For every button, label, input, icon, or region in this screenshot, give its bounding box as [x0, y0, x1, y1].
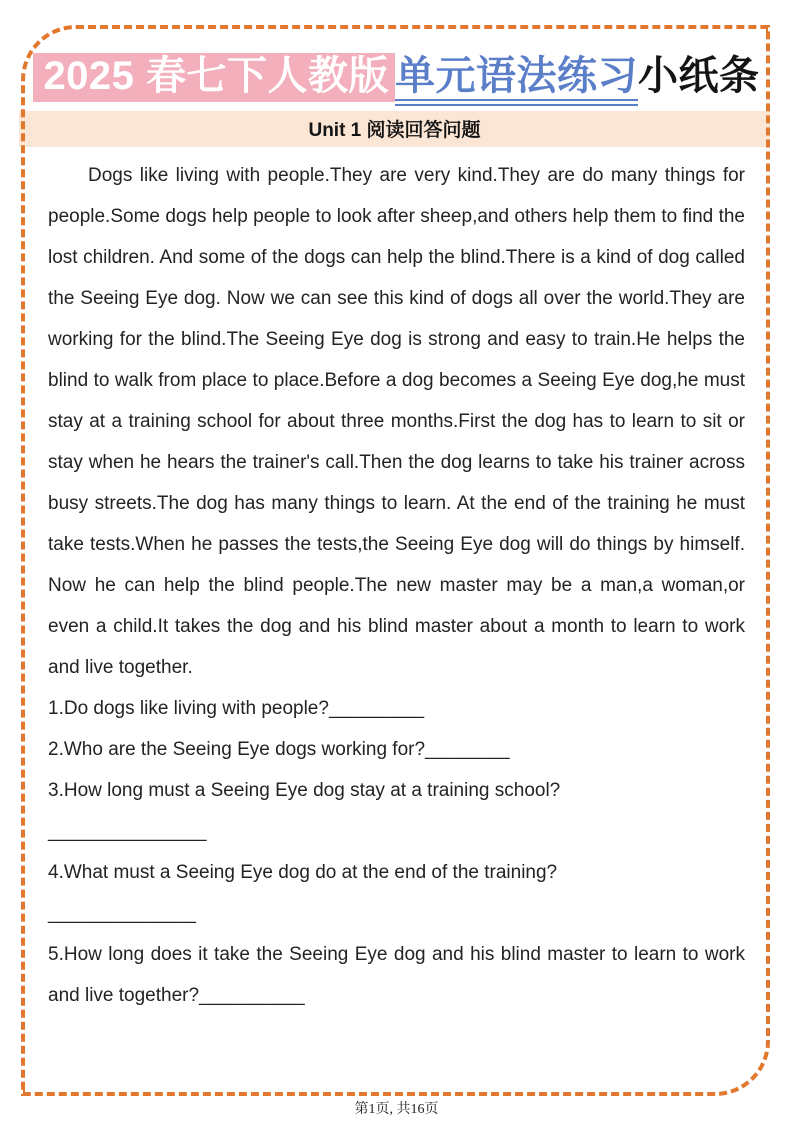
question-3: 3.How long must a Seeing Eye dog stay at a training school? [48, 780, 561, 801]
answer-blank-line-q4: ______________ [48, 903, 196, 924]
reading-passage: Dogs like living with people.They are very kind.They are do many things for people.Some dogs help people to look after sheep,and others help them to find the lost children. And some of the dogs can help the blind.There is a kind of dog called the Seeing Eye dog. Now we can see this kind of dogs all over the world.They are working for the blind.The Seeing Eye dog is strong and easy to train.He helps the blind to walk from place to place.Before a dog becomes a Seeing Eye dog,he must stay at a training school for about three months.First the dog has to learn to sit or stay when he hears the trainer's call.Then the dog learns to take his trainer across busy streets.The dog has many things to learn. At the end of the training he must take tests.When he passes the tests,the Seeing Eye dog will do things by himself. Now he can help the blind people.The new master may be a man,a woman,or even a child.It takes the dog and his blind master about a month to learn to work and live together. [48, 165, 745, 678]
question-2: 2.Who are the Seeing Eye dogs working for?________ [48, 739, 510, 760]
title-highlighted-part: 2025 春七下人教版 [33, 53, 395, 102]
title-suffix: 小纸条 [638, 54, 760, 98]
question-4: 4.What must a Seeing Eye dog do at the end of the training? [48, 862, 558, 883]
question-1: 1.Do dogs like living with people?_________ [48, 698, 425, 719]
page-number: 第1页, 共16页 [354, 1102, 439, 1117]
title-underlined-part: 单元语法练习 [395, 54, 638, 106]
question-5: 5.How long does it take the Seeing Eye dog and his blind master to learn to work and live together?__________ [48, 944, 745, 1006]
unit-heading-banner: Unit 1 阅读回答问题 [19, 111, 770, 147]
worksheet-content [48, 155, 745, 1016]
answer-blank-line-q3: _______________ [48, 821, 207, 842]
page-title [0, 52, 793, 100]
